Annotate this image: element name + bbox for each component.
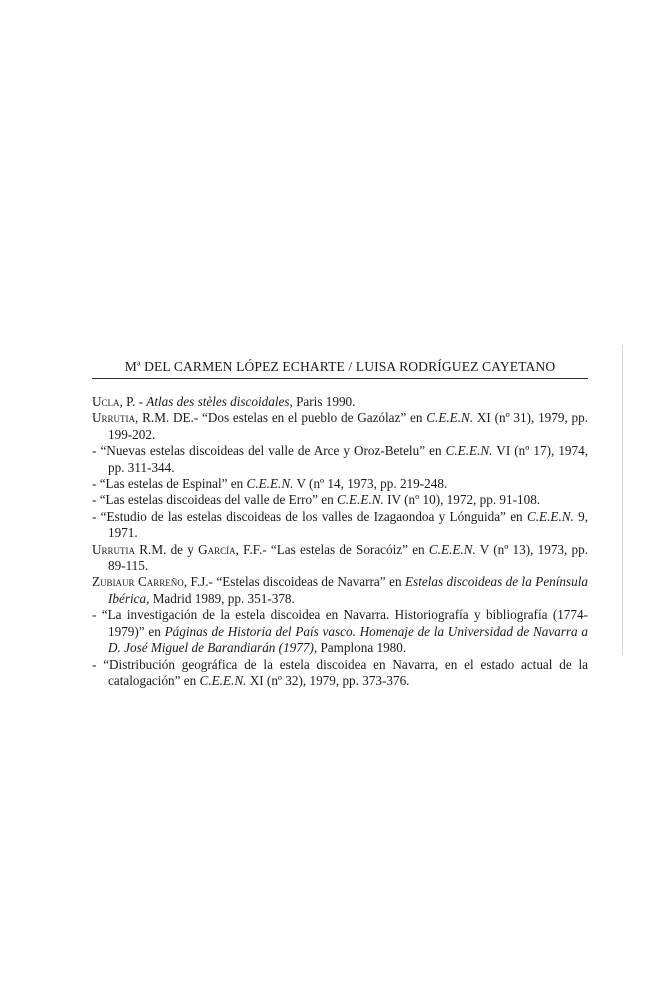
entry-text: - “La investigación de la estela discoidea en Navarra. Historiografía y bibliografía (1774-1979)” en <box>92 607 588 639</box>
bibliography-entry-1 <box>92 394 588 410</box>
entry-journal: C.E.E.N. <box>246 476 294 492</box>
entry-text: IV (nº 10), 1972, pp. 91-108. <box>383 492 541 508</box>
entry-journal: C.E.E.N. <box>336 492 384 508</box>
entry-author: Zubiaur Carreño <box>92 574 184 590</box>
bibliography-entry-3 <box>92 443 588 476</box>
entry-text: , F.J.- “Estelas discoideas de Navarra” en <box>183 574 405 590</box>
bibliography-entry-5 <box>92 492 588 508</box>
bibliography-entry-7 <box>92 542 588 575</box>
entry-text: XI (nº 31), 1979, pp. 199-202. <box>108 410 588 442</box>
header-authors-rest: DEL CARMEN LÓPEZ ECHARTE / LUISA RODRÍGUEZ CAYETANO <box>140 359 556 374</box>
bibliography-entry-2 <box>92 410 588 443</box>
header-rule <box>92 378 588 379</box>
entry-text: - “Estudio de las estelas discoideas de los valles de Izagaondoa y Lónguida” en <box>92 508 527 524</box>
running-header <box>92 357 588 377</box>
bibliography-entry-4 <box>92 476 588 492</box>
entry-journal: C.E.E.N. <box>445 443 493 459</box>
entry-text: V (nº 13), 1973, pp. 89-115. <box>108 541 588 574</box>
entry-text: - “Distribución geográfica de la estela discoidea en Navarra, en el estado actual de la catalogación” en <box>92 656 588 688</box>
entry-text: , F.F.- “Las estelas de Soracóiz” en <box>235 541 429 557</box>
entry-author: Urrutia <box>92 410 136 426</box>
entry-text: , R.M. DE.- “Dos estelas en el pueblo de Gazólaz” en <box>135 410 427 426</box>
header-authors-sup: a <box>136 358 141 368</box>
entry-text: , Madrid 1989, pp. 351-378. <box>146 590 295 606</box>
bibliography-entry-6 <box>92 509 588 542</box>
entry-text: VI (nº 17), 1974, pp. 311-344. <box>108 443 588 475</box>
entry-title: Atlas des stèles discoidales <box>146 394 290 409</box>
entry-text: R.M. de y <box>135 541 199 557</box>
entry-title: Páginas de Historia del País vasco. Homenaje de la Universidad de Navarra a D. José Miguel de Barandiarán (1977) <box>108 623 588 656</box>
entry-text: 9, 1971. <box>108 508 589 541</box>
entry-text: XI (nº 32), 1979, pp. 373-376. <box>246 672 410 688</box>
entry-author: Ucla <box>92 394 120 409</box>
entry-journal: C.E.E.N. <box>426 410 474 426</box>
header-authors-prefix: M <box>124 359 137 374</box>
entry-text: - “Nuevas estelas discoideas del valle de Arce y Oroz-Betelu” en <box>92 443 446 459</box>
entry-text: , P. - <box>119 394 147 409</box>
page-edge-line <box>622 345 623 655</box>
bibliography-entry-9 <box>92 607 588 656</box>
entry-journal: C.E.E.N. <box>199 672 247 688</box>
entry-author: Urrutia <box>92 541 136 557</box>
entry-text: V (nº 14, 1973, pp. 219-248. <box>293 476 448 492</box>
entry-text: , Paris 1990. <box>289 394 356 409</box>
bibliography-list <box>92 394 588 689</box>
bibliography-entry-8 <box>92 574 588 607</box>
bibliography-entry-10 <box>92 657 588 690</box>
entry-title: Estelas discoideas de la Península Ibérica <box>108 574 589 606</box>
entry-text: - “Las estelas de Espinal” en <box>92 476 247 492</box>
entry-journal: C.E.E.N. <box>526 508 574 524</box>
entry-text: - “Las estelas discoideas del valle de Erro” en <box>92 492 337 508</box>
entry-text: , Pamplona 1980. <box>313 640 407 656</box>
entry-coauthor: García <box>198 541 236 557</box>
entry-journal: C.E.E.N. <box>428 541 476 557</box>
